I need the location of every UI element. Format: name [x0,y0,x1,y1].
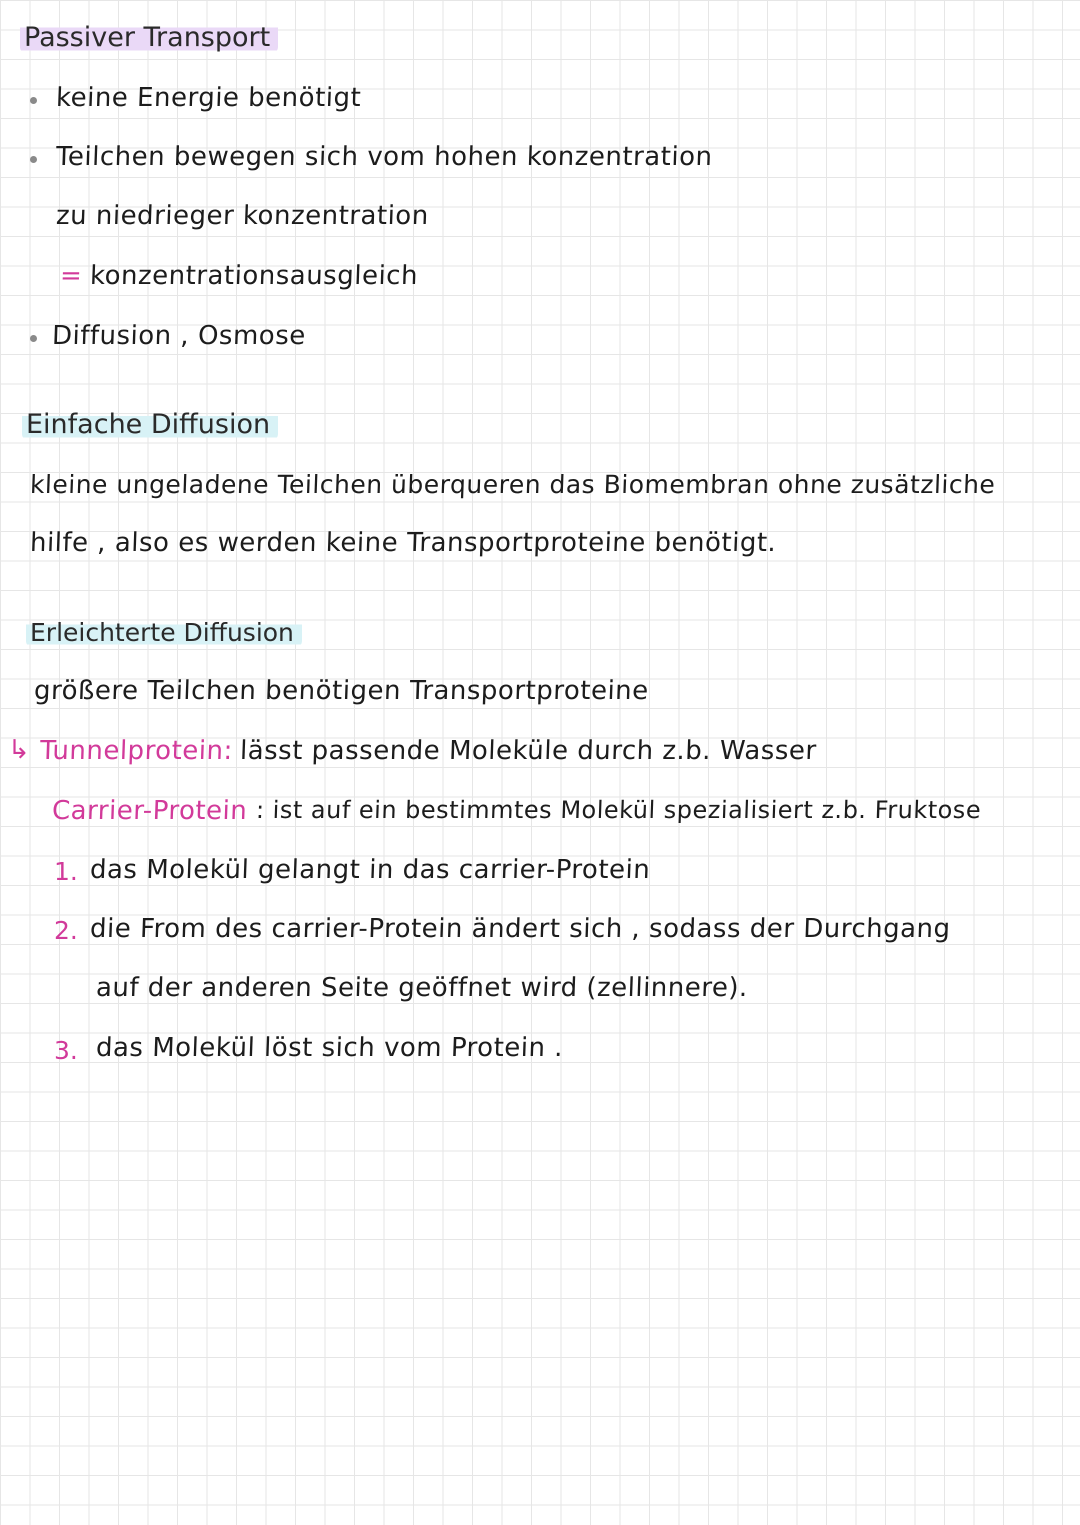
step-2-text: die From des carrier-Protein ändert sich , sodass der Durchgang [89,914,952,944]
einfache-text-line-2: hilfe , also es werden keine Transportproteine benötigt. [29,528,777,558]
step-number-1: 1. [54,857,78,886]
tunnelprotein-term: Tunnelprotein: [39,736,234,766]
step-3-text: das Molekül löst sich vom Protein . [95,1033,564,1063]
bullet-keine-energie: keine Energie benötigt [55,83,362,113]
heading-erleichterte-diffusion: Erleichterte Diffusion [26,618,302,647]
tunnelprotein-text: lässt passende Moleküle durch z.b. Wasser [239,736,818,766]
step-number-3: 3. [54,1036,78,1065]
carrier-protein-text: : ist auf ein bestimmtes Molekül spezialisiert z.b. Fruktose [255,796,982,824]
heading-einfache-diffusion: Einfache Diffusion [22,409,278,440]
heading-passiver-transport: Passiver Transport [20,22,278,53]
arrow-icon: ↳ [8,735,30,765]
bullet-dot [30,97,37,104]
bullet-teilchen-bewegen: Teilchen bewegen sich vom hohen konzentration [55,142,714,172]
bullet-dot [30,335,37,342]
bullet-diffusion-osmose: Diffusion , Osmose [51,321,307,351]
equals-sign: = [59,261,83,291]
step-1-text: das Molekül gelangt in das carrier-Protein [89,855,651,885]
bullet-continuation: zu niedrieger konzentration [55,201,430,231]
carrier-protein-term: Carrier-Protein [51,796,248,826]
step-2-continuation: auf der anderen Seite geöffnet wird (zellinnere). [95,973,749,1003]
bullet-dot [30,156,37,163]
einfache-text-line-1: kleine ungeladene Teilchen überqueren das Biomembran ohne zusätzliche [29,470,996,499]
erleichterte-intro: größere Teilchen benötigen Transportproteine [33,676,650,706]
step-number-2: 2. [54,916,78,945]
konzentrationsausgleich-text: konzentrationsausgleich [89,261,419,291]
